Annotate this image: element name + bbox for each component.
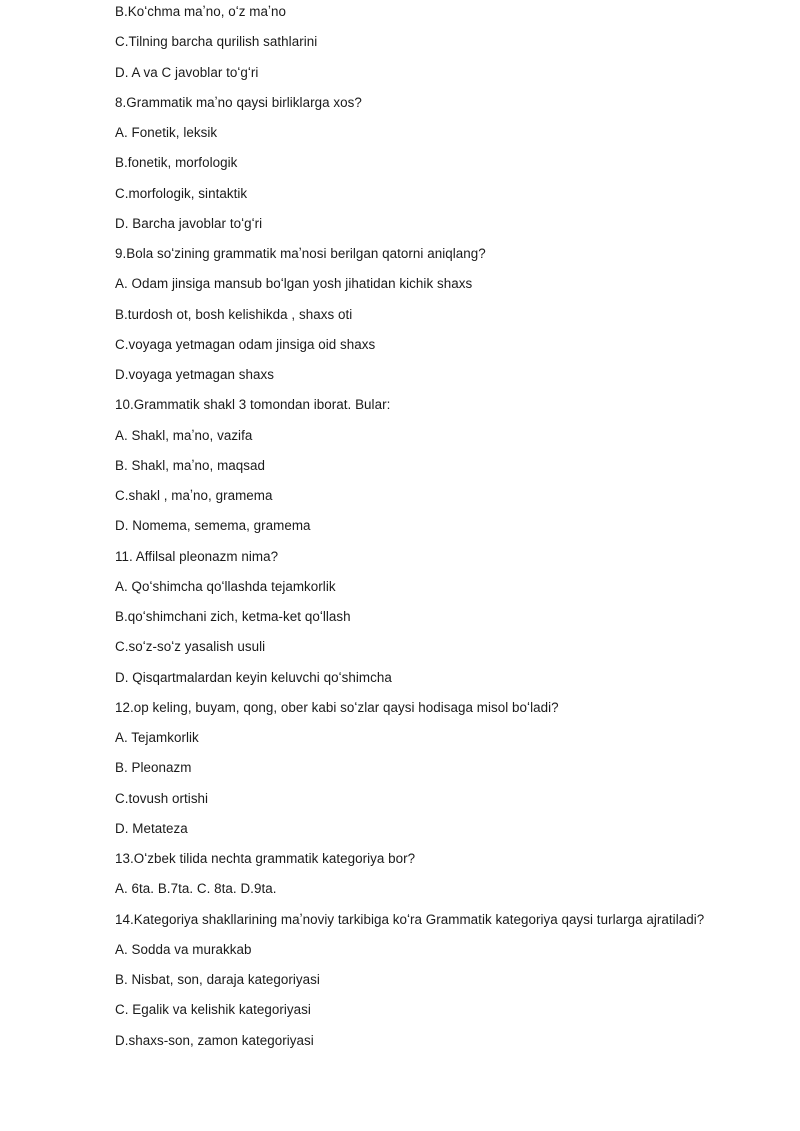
text-line: B.qoʻshimchani zich, ketma-ket qoʻllash: [115, 609, 351, 624]
text-line: C. Egalik va kelishik kategoriyasi: [115, 1002, 311, 1018]
text-line: D.shaxs-son, zamon kategoriyasi: [115, 1032, 314, 1048]
text-line: C.soʻz-soʻz yasalish usuli: [115, 639, 266, 655]
text-line: B. Shakl, maʼno, maqsad: [115, 457, 266, 473]
text-line: 12.op keling, buyam, qong, ober kabi soʻzlar qaysi hodisaga misol boʻladi?: [115, 699, 559, 715]
text-line: A. 6ta. B.7ta. C. 8ta. D.9ta.: [115, 881, 277, 897]
text-line: D. Qisqartmalardan keyin keluvchi qoʻshimcha: [115, 669, 392, 685]
text-line: D.voyaga yetmagan shaxs: [115, 367, 274, 382]
text-line: B. Pleonazm: [115, 760, 192, 776]
text-line: 14.Kategoriya shakllarining maʼnoviy tarkibiga koʻra Grammatik kategoriya qaysi turlarga ajratiladi?: [115, 911, 705, 927]
text-line: D. Metateza: [115, 820, 188, 836]
question-list: [115, 2, 755, 1061]
text-line: 11. Affilsal pleonazm nima?: [115, 548, 279, 564]
text-line: 8.Grammatik maʼno qaysi birliklarga xos?: [115, 94, 362, 110]
text-line: A. Odam jinsiga mansub boʻlgan yosh jihatidan kichik shaxs: [115, 276, 473, 292]
text-line: D. A va C javoblar toʻgʻri: [115, 64, 259, 80]
text-line: D. Barcha javoblar toʻgʻri: [115, 215, 263, 231]
text-line: 9.Bola soʻzining grammatik maʼnosi berilgan qatorni aniqlang?: [115, 246, 486, 261]
text-line: B.Koʻchma maʼno, oʻz maʼno: [115, 4, 286, 19]
text-line: A. Sodda va murakkab: [115, 941, 252, 957]
text-line: C.voyaga yetmagan odam jinsiga oid shaxs: [115, 336, 376, 352]
text-line: C.shakl , maʼno, gramema: [115, 488, 273, 503]
text-line: 10.Grammatik shakl 3 tomondan iborat. Bular:: [115, 397, 391, 413]
text-line: A. Fonetik, leksik: [115, 125, 218, 140]
text-line: A. Tejamkorlik: [115, 730, 199, 745]
text-line: 13.Oʻzbek tilida nechta grammatik kategoriya bor?: [115, 851, 416, 866]
text-line: B. Nisbat, son, daraja kategoriyasi: [115, 972, 320, 987]
text-line: C.tovush ortishi: [115, 790, 209, 806]
text-line: D. Nomema, semema, gramema: [115, 518, 311, 534]
text-line: A. Qoʻshimcha qoʻllashda tejamkorlik: [115, 578, 336, 594]
text-line: C.Tilning barcha qurilish sathlarini: [115, 34, 318, 50]
text-line: B.fonetik, morfologik: [115, 155, 238, 171]
text-line: C.morfologik, sintaktik: [115, 185, 248, 201]
text-line: B.turdosh ot, bosh kelishikda , shaxs oti: [115, 306, 353, 322]
text-line: A. Shakl, maʼno, vazifa: [115, 427, 253, 443]
